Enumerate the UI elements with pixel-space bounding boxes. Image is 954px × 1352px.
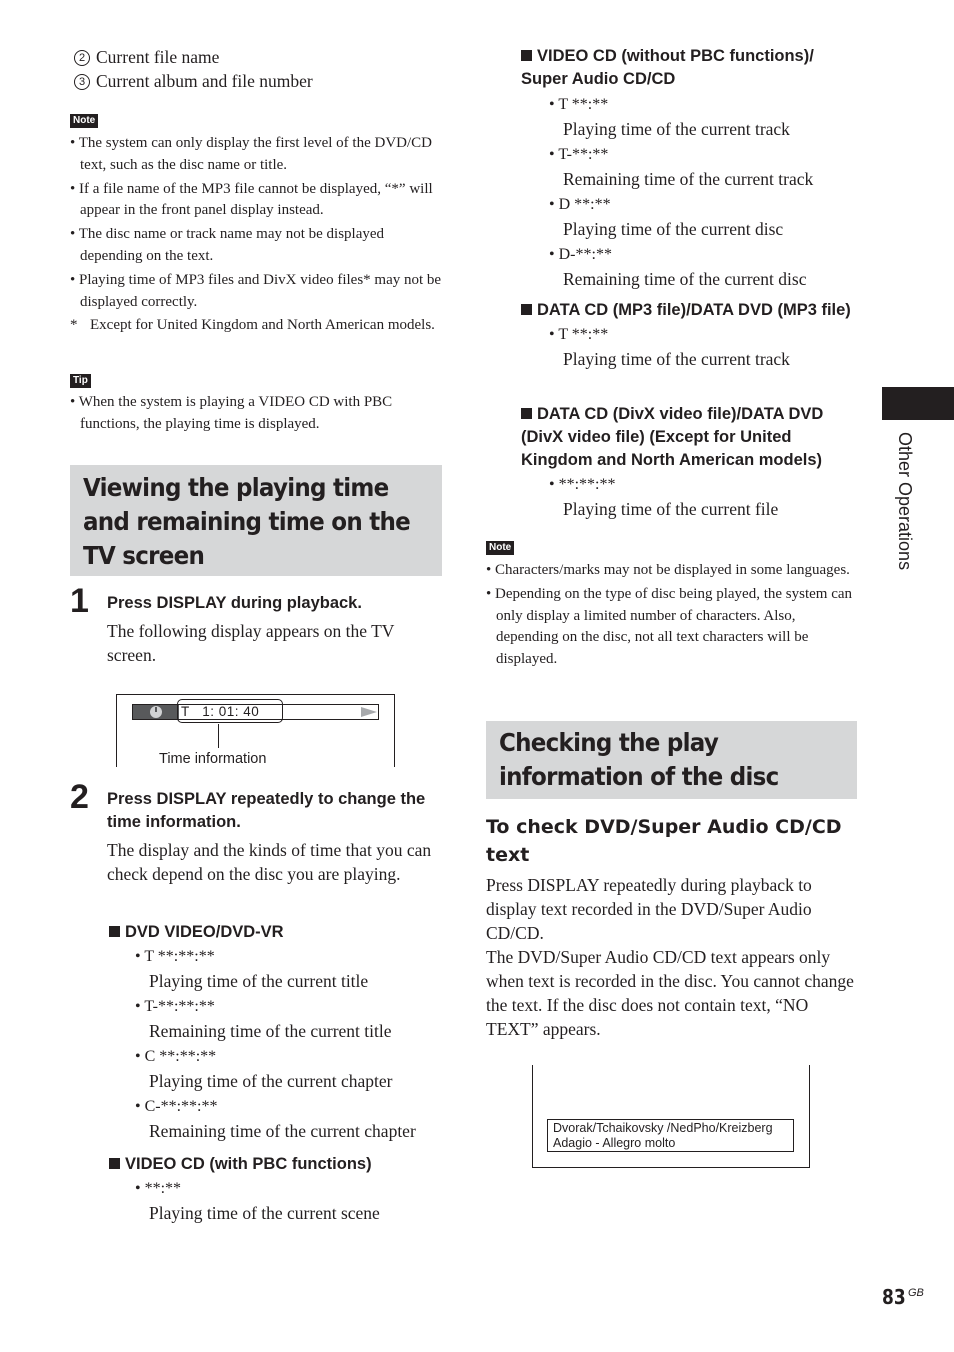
top-list <box>74 45 444 93</box>
time-code: • **:**:** <box>549 476 616 493</box>
callout-line <box>218 724 219 748</box>
circled-number: 2 <box>74 50 90 66</box>
note-block-1 <box>70 110 445 337</box>
text-check-section <box>486 813 858 1041</box>
tip-item: • When the system is playing a VIDEO CD with PBC functions, the playing time is displayed. <box>70 394 393 432</box>
paragraph: The DVD/Super Audio CD/CD text appears only when text is recorded in the disc. You cannot change the text. If the disc does not contain text, “NO TEXT” appears. <box>486 947 854 1039</box>
paragraph: Press DISPLAY repeatedly during playback to display text recorded in the DVD/Super Audio CD/CD. <box>486 875 812 943</box>
group-heading: DVD VIDEO/DVD-VR <box>109 921 449 944</box>
note-item: • Characters/marks may not be displayed in some languages. <box>486 562 850 578</box>
square-bullet-icon <box>521 304 532 315</box>
clock-cell <box>133 705 179 719</box>
tip-tag: Tip <box>70 374 91 388</box>
step-2 <box>107 788 442 886</box>
time-desc: Playing time of the current track <box>563 349 790 369</box>
time-desc: Remaining time of the current chapter <box>149 1121 416 1141</box>
side-tab-label: Other Operations <box>895 432 915 571</box>
group-heading: VIDEO CD (without PBC functions)/ Super Audio CD/CD <box>521 47 814 88</box>
time-code: • D-**:** <box>549 246 612 263</box>
disc-text-line: Adagio - Allegro molto <box>553 1136 676 1150</box>
play-triangle-icon <box>361 707 377 717</box>
note-item: • The disc name or track name may not be displayed depending on the text. <box>70 226 385 264</box>
page-number: 83 $^{GB}$ <box>882 1285 924 1309</box>
circled-number: 3 <box>74 74 90 90</box>
time-desc: Playing time of the current track <box>563 119 790 139</box>
disc-text-box <box>547 1119 794 1152</box>
time-desc: Playing time of the current scene <box>149 1203 380 1223</box>
side-tab-marker <box>882 387 954 420</box>
disc-text-line: Dvorak/Tchaikovsky /NedPho/Kreizberg <box>553 1121 773 1135</box>
note-tag: Note <box>486 541 514 555</box>
list-item: 2 Current file name <box>74 45 444 69</box>
time-code: • T-**:** <box>549 146 609 163</box>
step-number: 2 <box>70 778 89 816</box>
time-desc: Remaining time of the current disc <box>563 269 807 289</box>
note-item: • Depending on the type of disc being played, the system can only display a limited number of characters. Also, depending on the disc, not all text characters will be displayed. <box>486 585 853 668</box>
list-item: 3 Current album and file number <box>74 69 444 93</box>
tip-list <box>70 392 445 436</box>
dvd-group <box>109 921 449 1144</box>
time-value: T 1: 01: 40 <box>181 704 260 719</box>
tip-block <box>70 370 445 436</box>
group-items <box>109 1176 449 1226</box>
time-code: • **:** <box>135 1180 182 1197</box>
section-banner-play-info <box>486 721 857 799</box>
step-body: The following display appears on the TV screen. <box>107 621 395 665</box>
square-bullet-icon <box>109 1158 120 1169</box>
footnote: * Except for United Kingdom and North American models. <box>70 317 435 334</box>
group-items <box>521 92 861 292</box>
group-heading: DATA CD (MP3 file)/DATA DVD (MP3 file) <box>521 299 856 322</box>
step-heading: Press DISPLAY during playback. <box>107 594 362 612</box>
square-bullet-icon <box>109 926 120 937</box>
time-desc: Playing time of the current disc <box>563 219 784 239</box>
time-code: • T **:**:** <box>135 948 215 965</box>
time-code: • C **:**:** <box>135 1048 217 1065</box>
step-heading: Press DISPLAY repeatedly to change the time information. <box>107 790 426 831</box>
section-title: Viewing the playing time and remaining time on the TV screen <box>83 473 410 570</box>
tv-screen-text-display <box>532 1065 810 1168</box>
note-list <box>70 133 445 313</box>
time-code: • D **:** <box>549 196 611 213</box>
time-desc: Remaining time of the current title <box>149 1021 392 1041</box>
note-item: • The system can only display the first level of the DVD/CD text, such as the disc name or title. <box>70 135 432 173</box>
vcd-nopbc-group <box>521 45 861 292</box>
note-block-2 <box>486 537 858 671</box>
group-heading: VIDEO CD (with PBC functions) <box>109 1153 449 1176</box>
time-desc: Remaining time of the current track <box>563 169 814 189</box>
time-code: • T **:** <box>549 326 609 343</box>
time-code: • C-**:**:** <box>135 1098 218 1115</box>
group-heading: DATA CD (DivX video file)/DATA DVD (DivX video file) (Except for United Kingdom and North American models) <box>521 405 824 469</box>
group-items <box>109 944 449 1144</box>
time-highlight-outline <box>177 699 283 723</box>
divx-group <box>521 403 861 522</box>
square-bullet-icon <box>521 50 532 61</box>
note-list <box>486 560 858 671</box>
step-number: 1 <box>70 582 89 620</box>
clock-hand <box>155 707 157 712</box>
mp3-group <box>521 299 861 372</box>
time-code: • T **:** <box>549 96 609 113</box>
vcd-pbc-group <box>109 1153 449 1226</box>
time-desc: Playing time of the current chapter <box>149 1071 393 1091</box>
section-banner-playing-time <box>70 465 442 576</box>
section-title: Checking the play information of the disc <box>499 728 779 791</box>
square-bullet-icon <box>521 408 532 419</box>
subsection-heading: To check DVD/Super Audio CD/CD text <box>486 816 842 866</box>
step-1 <box>107 592 442 667</box>
group-items <box>521 322 861 372</box>
group-items <box>521 472 861 522</box>
callout-label: Time information <box>159 751 267 767</box>
note-item: • Playing time of MP3 files and DivX video files* may not be displayed correctly. <box>70 271 442 310</box>
time-desc: Playing time of the current file <box>563 499 779 519</box>
note-tag: Note <box>70 114 98 128</box>
time-desc: Playing time of the current title <box>149 971 369 991</box>
tv-screen-display <box>116 694 395 767</box>
step-body: The display and the kinds of time that you can check depend on the disc you are playing. <box>107 840 432 884</box>
time-code: • T-**:**:** <box>135 998 215 1015</box>
note-item: • If a file name of the MP3 file cannot be displayed, “*” will appear in the front panel display instead. <box>70 180 433 219</box>
